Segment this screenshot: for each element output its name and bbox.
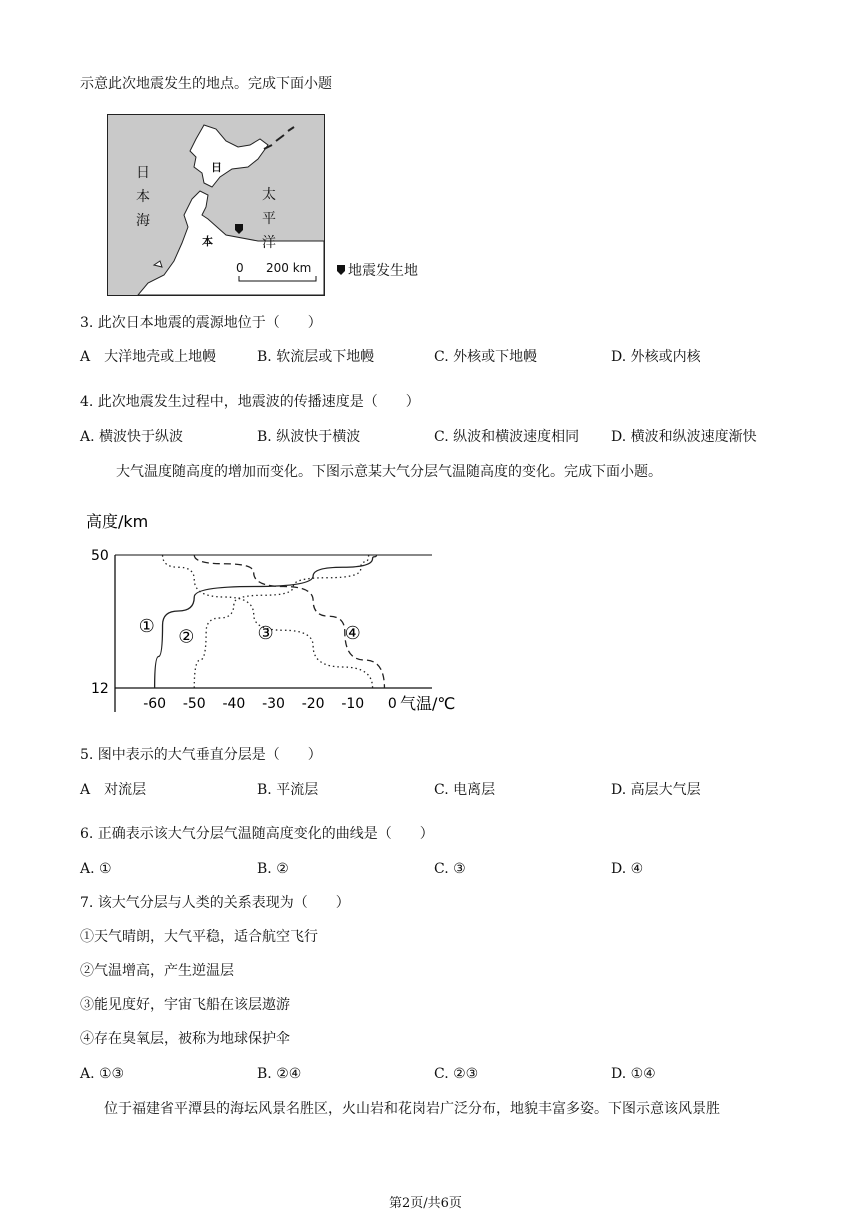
- scale-km: 200 km: [266, 261, 312, 275]
- q7-stem: 7. 该大气分层与人类的关系表现为（ ）: [80, 895, 350, 911]
- map-legend-label: 地震发生地: [348, 263, 418, 279]
- q3-option-b[interactable]: B. 软流层或下地幔: [257, 349, 375, 365]
- japan-sea-label: 日 本 海: [136, 165, 150, 229]
- kuril-islands: [264, 127, 294, 149]
- q5-option-b[interactable]: B. 平流层: [257, 782, 319, 798]
- series-line-3: [163, 555, 373, 688]
- pacific-ocean-label: 太 平 洋: [262, 187, 276, 251]
- q4-option-b[interactable]: B. 纵波快于横波: [257, 429, 361, 445]
- q5-option-a[interactable]: A 对流层: [80, 782, 147, 798]
- q4-option-a[interactable]: A. 横波快于纵波: [80, 429, 184, 445]
- q6-option-a[interactable]: A. ①: [80, 861, 112, 877]
- q7-option-c[interactable]: C. ②③: [434, 1066, 479, 1082]
- small-island: [154, 261, 162, 267]
- q4-stem: 4. 此次地震发生过程中，地震波的传播速度是（ ）: [80, 394, 420, 410]
- q3-option-c[interactable]: C. 外核或下地幔: [434, 349, 538, 365]
- hokkaido-land: [190, 125, 268, 187]
- chart-intro-text: 大气温度随高度的增加而变化。下图示意某大气分层气温随高度的变化。完成下面小题。: [116, 464, 662, 480]
- x-axis-label: 气温/℃: [400, 694, 456, 713]
- q3-option-a[interactable]: A 大洋地壳或上地幔: [80, 349, 217, 365]
- q7-statement-2: ②气温增高，产生逆温层: [80, 963, 234, 979]
- x-tick-label: -10: [341, 696, 365, 712]
- q5-stem: 5. 图中表示的大气垂直分层是（ ）: [80, 747, 322, 763]
- x-tick-label: -40: [222, 696, 246, 712]
- y-axis-label: 高度/km: [86, 512, 149, 531]
- series-label-3: ③: [257, 623, 274, 644]
- ri-label: 日: [211, 161, 222, 174]
- legend-marker-icon: [336, 264, 346, 276]
- q3-stem: 3. 此次日本地震的震源地位于（ ）: [80, 315, 322, 331]
- x-tick-label: -50: [182, 696, 206, 712]
- q6-option-c[interactable]: C. ③: [434, 861, 466, 877]
- series-line-4: [194, 555, 384, 688]
- q6-option-d[interactable]: D. ④: [611, 861, 644, 877]
- q7-option-a[interactable]: A. ①③: [80, 1066, 125, 1082]
- series-label-2: ②: [178, 626, 195, 648]
- map-intro-text: 示意此次地震发生的地点。完成下面小题: [80, 76, 332, 92]
- x-tick-label: -30: [262, 696, 285, 712]
- q4-option-d[interactable]: D. 横波和纵波速度渐快: [611, 429, 757, 445]
- q4-option-c[interactable]: C. 纵波和横波速度相同: [434, 429, 580, 445]
- page-number-footer: 第2页/共6页: [389, 1196, 462, 1211]
- earthquake-marker-icon: [234, 223, 244, 235]
- q7-option-d[interactable]: D. ①④: [611, 1066, 656, 1082]
- x-tick-label: -60: [143, 696, 167, 712]
- q5-option-c[interactable]: C. 电离层: [434, 782, 496, 798]
- q5-option-d[interactable]: D. 高层大气层: [611, 782, 701, 798]
- scale-zero: 0: [236, 261, 244, 275]
- q7-statement-4: ④存在臭氧层，被称为地球保护伞: [80, 1031, 290, 1047]
- q7-option-b[interactable]: B. ②④: [257, 1066, 302, 1082]
- series-line-1: [155, 555, 377, 688]
- q6-stem: 6. 正确表示该大气分层气温随高度变化的曲线是（ ）: [80, 826, 434, 842]
- y-tick-label: 50: [91, 548, 109, 564]
- q6-option-b[interactable]: B. ②: [257, 861, 289, 877]
- x-tick-label: -20: [301, 696, 325, 712]
- ben-label: 本: [202, 235, 213, 248]
- next-section-intro: 位于福建省平潭县的海坛风景名胜区，火山岩和花岗岩广泛分布，地貌丰富多姿。下图示意该风景胜: [104, 1101, 720, 1117]
- x-tick-label: 0: [387, 696, 397, 712]
- q3-option-d[interactable]: D. 外核或内核: [611, 349, 701, 365]
- q7-statement-1: ①天气晴朗，大气平稳，适合航空飞行: [80, 929, 318, 945]
- japan-earthquake-map: [107, 114, 325, 296]
- y-tick-label: 12: [91, 681, 109, 697]
- temperature-altitude-chart: [70, 505, 470, 720]
- q7-statement-3: ③能见度好，宇宙飞船在该层遨游: [80, 997, 290, 1013]
- scale-bar: [238, 275, 318, 283]
- series-label-1: ①: [138, 616, 155, 637]
- series-label-4: ④: [344, 623, 361, 644]
